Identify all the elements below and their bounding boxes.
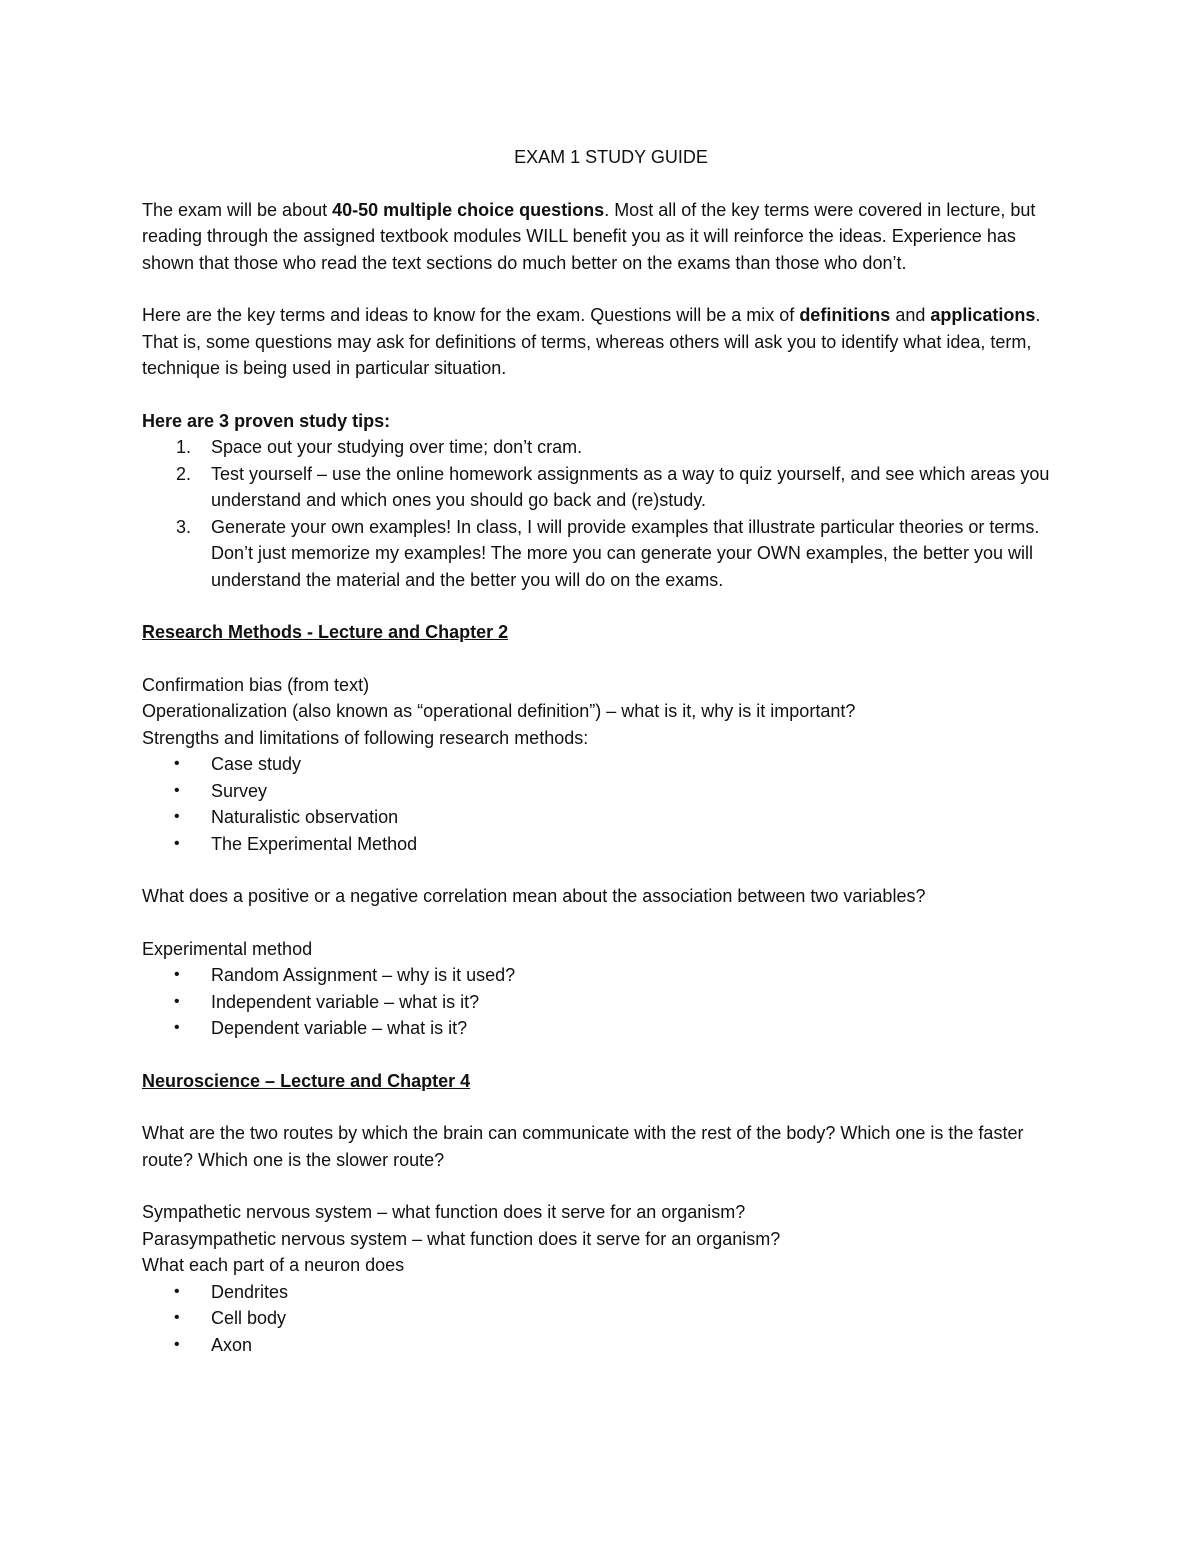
bullet-icon: • (174, 834, 180, 852)
list-item-number: 3. (176, 516, 192, 537)
list-item-text: Axon (211, 1334, 253, 1355)
list-item (142, 434, 1062, 461)
list-item (142, 778, 1062, 805)
list-item-text: Case study (211, 754, 302, 774)
list-item-text: The Experimental Method (211, 833, 418, 854)
list-item-text: Dependent variable – what is it? (211, 1018, 468, 1038)
list-item (142, 989, 1062, 1016)
list-item-text: Naturalistic observation (211, 807, 399, 827)
research-methods-heading: Research Methods - Lecture and Chapter 2 (142, 622, 509, 642)
list-item (142, 1279, 1062, 1306)
list-item (142, 1305, 1062, 1332)
bullet-icon: • (174, 966, 180, 983)
key-terms-text-mid: and (890, 305, 931, 325)
parasympathetic-line: Parasympathetic nervous system – what function does it serve for an organism? (142, 1228, 781, 1249)
experimental-method-list (142, 962, 1062, 1042)
neuron-parts-line: What each part of a neuron does (142, 1255, 405, 1275)
list-item (142, 751, 1062, 778)
key-terms-paragraph (142, 302, 1062, 382)
list-item-number: 1. (176, 437, 192, 457)
bullet-icon: • (174, 1282, 180, 1300)
list-item (142, 831, 1062, 858)
intro-text-post: . Most all of the key terms were covered in lecture, but reading through the assigned textbook modules WILL benefit you as it will reinforce the ideas. Experience has shown that those who read the text sections do much better on the exams than those who don’t. (142, 199, 1036, 273)
bullet-icon: • (174, 1019, 180, 1036)
document-content (142, 144, 1062, 1358)
research-line-confirmation-bias: Confirmation bias (from text) (142, 674, 370, 695)
key-terms-text-post: . That is, some questions may ask for definitions of terms, whereas others will ask you to identify what idea, term, technique is being used in particular situation. (142, 305, 1041, 378)
list-item-text: Dendrites (211, 1281, 289, 1302)
bullet-icon: • (174, 808, 180, 825)
neuron-parts-list (142, 1279, 1062, 1359)
intro-text-pre: The exam will be about (142, 199, 333, 220)
page-title: EXAM 1 STUDY GUIDE (514, 147, 708, 167)
bullet-icon: • (174, 1335, 180, 1353)
sympathetic-line: Sympathetic nervous system – what function does it serve for an organism? (142, 1202, 746, 1222)
list-item (142, 514, 1062, 594)
research-line-strengths: Strengths and limitations of following research methods: (142, 727, 589, 748)
list-item-text: Independent variable – what is it? (211, 991, 480, 1012)
experimental-method-heading: Experimental method (142, 938, 313, 959)
list-item-text: Cell body (211, 1308, 287, 1328)
research-methods-list (142, 751, 1062, 857)
study-tips-heading (142, 408, 1062, 435)
list-item (142, 804, 1062, 831)
study-tips-heading-text: Here are 3 proven study tips: (142, 410, 391, 431)
research-line-operationalization: Operationalization (also known as “operational definition”) – what is it, why is it important? (142, 701, 856, 721)
key-terms-text-pre: Here are the key terms and ideas to know for the exam. Questions will be a mix of (142, 305, 800, 325)
list-item-text: Generate your own examples! In class, I will provide examples that illustrate particular theories or terms. Don’t just memorize my examples! The more you can generate your OWN examples, the better you will understand the material and the better you will do on the exams. (211, 516, 1040, 590)
list-item-text: Test yourself – use the online homework assignments as a way to quiz yourself, and see which areas you understand and which ones you should go back and (re)study. (211, 463, 1050, 510)
bullet-icon: • (174, 755, 180, 772)
neuroscience-heading: Neuroscience – Lecture and Chapter 4 (142, 1070, 471, 1091)
list-item-text: Random Assignment – why is it used? (211, 965, 516, 985)
bullet-icon: • (174, 781, 180, 799)
list-item (142, 1015, 1062, 1042)
key-terms-bold-definitions: definitions (799, 305, 891, 325)
list-item (142, 1332, 1062, 1359)
list-item (142, 962, 1062, 989)
list-item (142, 461, 1062, 514)
key-terms-bold-applications: applications (930, 305, 1036, 325)
list-item-text: Survey (211, 780, 268, 801)
bullet-icon: • (174, 992, 180, 1010)
study-tips-list (142, 434, 1062, 593)
list-item-number: 2. (176, 463, 192, 484)
correlation-question: What does a positive or a negative correlation mean about the association between two variables? (142, 886, 926, 906)
intro-paragraph (142, 197, 1062, 277)
bullet-icon: • (174, 1309, 180, 1326)
routes-question: What are the two routes by which the brain can communicate with the rest of the body? Which one is the faster route? Which one is the slower route? (142, 1123, 1024, 1170)
intro-bold-text: 40-50 multiple choice questions (332, 199, 605, 220)
list-item-text: Space out your studying over time; don’t cram. (211, 437, 583, 457)
